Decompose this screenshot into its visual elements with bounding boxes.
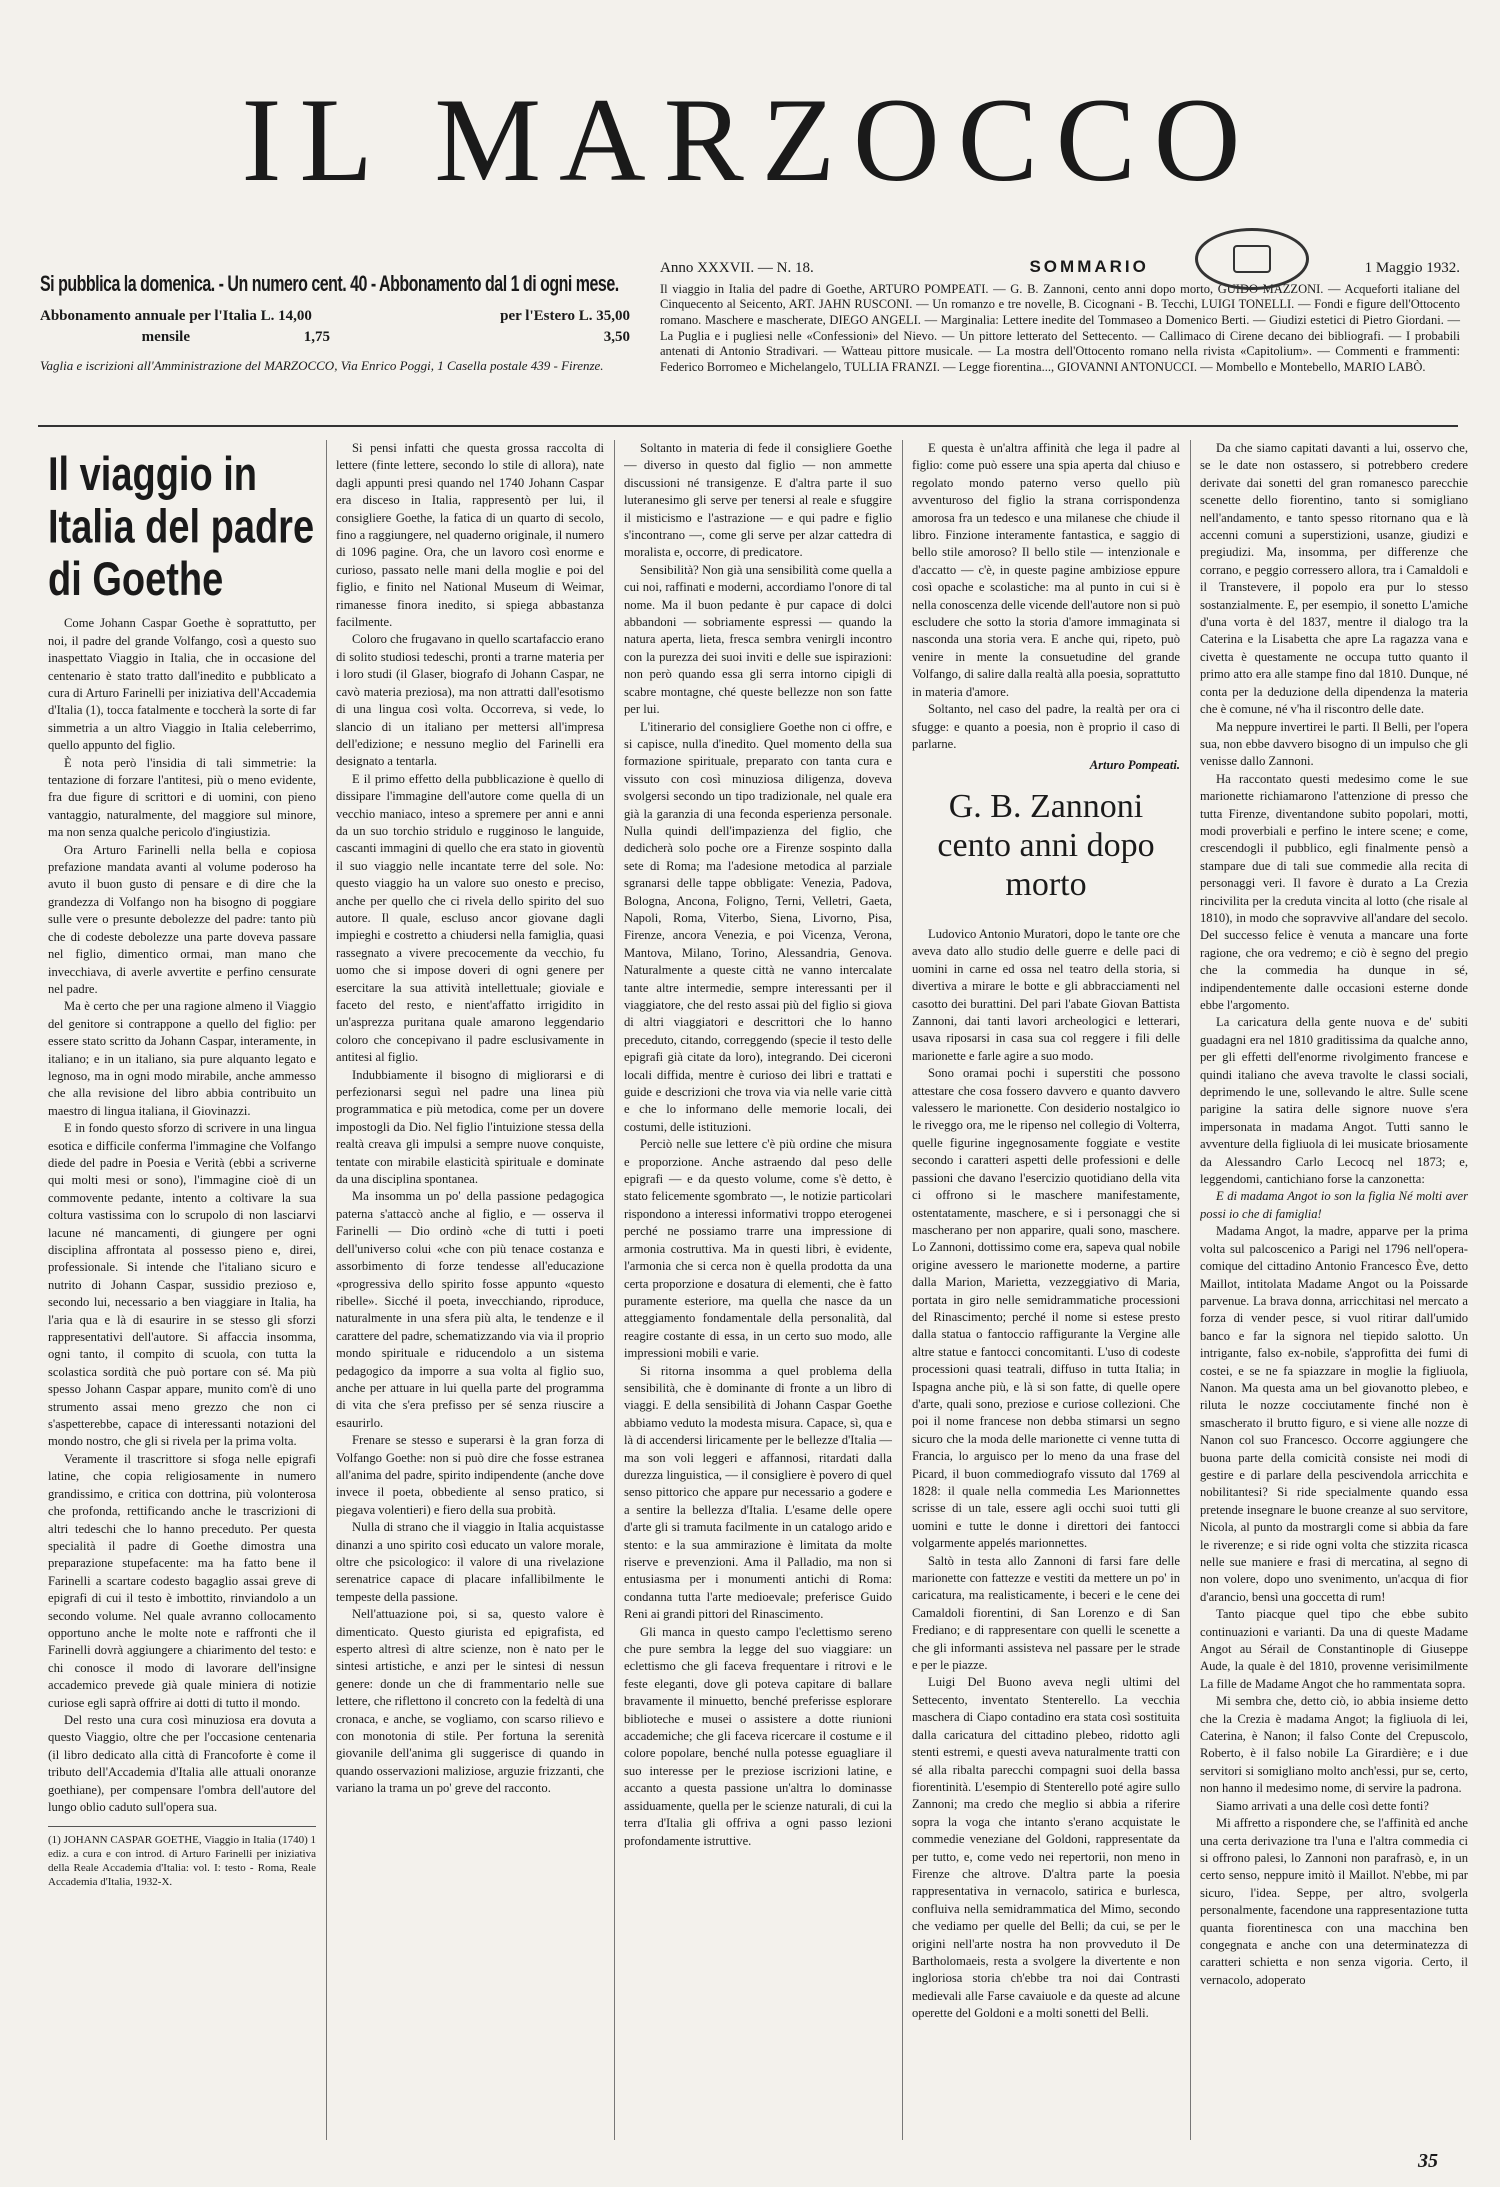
paragraph: Frenare se stesso e superarsi è la gran forza di Volfango Goethe: non si può dire che fosse estranea all'anima del padre, spirito indipendente (anche dove invece il poeta, obbediente al senso pratico, si piegava volentieri) e fiero della sua probità. [336, 1433, 604, 1517]
annual-label: Abbonamento annuale per l'Italia L. 14,00 [40, 308, 312, 325]
publication-notice: Si pubblica la domenica. - Un numero cent. 40 - Abbonamento dal 1 di ogni mese. [40, 272, 619, 297]
paragraph: La caricatura della gente nuova e de' subiti guadagni era nel 1810 graditissima da qualche anno, per gli effetti dell'enorme rivolgimento francese e quindi italiano che aveva travolte le classi sociali, deprimendo le une, sollevando le altre. Sulle scene parigine la satira delle signore nuove s'era impersonata in madama Angot. Tutti sanno le avventure della figliuola di lei musicate briosamente da Alessandro Carlo Lecocq nel 1873; e, leggendomi, cantichiano forse la canzonetta: [1200, 1015, 1468, 1187]
paragraph: Soltanto, nel caso del padre, la realtà per ora ci sfugge: e quanto a poesia, non è proprio il caso di parlarne. [912, 702, 1180, 751]
paragraph: Madama Angot, la madre, apparve per la prima volta sul palcoscenico a Parigi nel 1796 nell'opera-comique del cittadino Antonio Francesco Ève, detto Maillot, intitolata Madame Angot ou la Poissarde parvenue. La brava donna, arricchitasi nel mercato a forza di vender pesce, si vuol ritirar dall'umido banco e far la signora nel tiepido salotto. Un intrigante, falso ex-nobile, s'approfitta dei fumi di costei, e se ne fa spiazzare in moglie la figliuola, Nanon. Ma questa ama un bel giovanotto plebeo, e riluta le nozze cocciutamente finché non è smascherato il brutto figuro, e si viene alle nozze di Nanon col suo Francesco. Occorre aggiungere che buona parte della comicità consiste nei modi di gestire e di parlare della pescivendola arricchita e nobilitantesi? Si ride specialmente quando essa pretende insegnare le buone creanze al suo servitore, Nicola, al punto da mostrargli come si abbia da fare le riverenze; e si ride ogni volta che stizzita ricasca nelle sue maniere e frasi di mercatina, al segno di non volere, dopo uno svenimento, un'acqua di fior d'arancio, bensì una goccetta di rum! [1200, 1224, 1468, 1604]
column-separator [614, 440, 615, 2140]
paragraph: Saltò in testa allo Zannoni di farsi fare delle marionette con fattezze e vestiti da mettere un po' in caricatura, ma realisticamente, i beceri e le cene dei Camaldoli fiorentini, di San Lorenzo e di San Frediano; e di rappresentare con quelli le scenette a che gli informanti assisteva nel passare per le strade e per le piazze. [912, 1553, 1180, 1673]
stamp-emblem [1233, 245, 1271, 273]
paragraph: Nell'attuazione poi, si sa, questo valore è dimenticato. Questo giurista ed epigrafista, ed esperto altresì di altre scienze, non è nato per le sintesi artistiche, e anzi per le sintesi di nessun genere: donde un che di frammentario nelle sue lettere, che riflettono il concreto con la fedeltà di una cronaca, e anche, se vogliamo, con scarso rilievo e con monotonia di stile. Per fortuna la serenità giovanile dell'anima gli suggerisce di quando in quando osservazioni maliziose, arguzie frizzanti, che variano la trama un po' greve del racconto. [336, 1607, 604, 1796]
paragraph: Come Johann Caspar Goethe è soprattutto, per noi, il padre del grande Volfango, così a questo suo inaspettato Viaggio in Italia, che in occasione del centenario è stato tratto dall'inedito e pubblicato a cura di Arturo Farinelli per iniziativa dell'Accademia d'Italia (1), tocca fatalmente e toccherà la sorte di far simmetria a un altro Viaggio in Italia celeberrimo, quello appunto del figlio. [48, 616, 316, 753]
column-separator [902, 440, 903, 2140]
paragraph: Mi affretto a rispondere che, se l'affinità ed anche una certa derivazione tra l'una e l'altra commedia ci si offrono palesi, lo Zannoni non parafrasò, e, in un certo senso, neppure imitò il Maillot. N'ebbe, mi par sicuro, l'idea. Seppe, per altro, svolgerla personalmente, facendone una rappresentazione tutta quanta fiorentinesca con una macchina ben congegnata e anche con una determinatezza di caratteri schietta e non senza vigoria. Certo, il vernacolo, adoperato [1200, 1816, 1468, 1987]
monthly-foreign: 3,50 [603, 329, 630, 346]
masthead-title: IL MARZOCCO [241, 73, 1259, 206]
paragraph: Ora Arturo Farinelli nella bella e copiosa prefazione mandata avanti al volume poderoso ha avuto il buon gusto di pensare e di dire che la grandezza di Volfango non ha bisogno di poggiare sulle vere o presunte debolezze del padre: tanto più che di codeste debolezze una parte doveva passare nel figlio, dimentico ormai, man mano che invecchiava, di averle avvertite e perfino censurate nel padre. [48, 842, 316, 996]
paragraph: E questa è un'altra affinità che lega il padre al figlio: come può essere una spia aperta dal chiuso e regolato mondo paterno verso quello più avventuroso del figlio la strana corrispondenza amorosa fra un tedesco e una milanese che chiude il libro. Finzione interamente fantastica, e saggio di bello stile amoroso? Il bello stile — intenzionale e d'accatto — c'è, in queste pagine ambiziose eppure così opache e scolastiche: ma al punto in cui si è nella conoscenza delle vicende dell'autore non si può escludere che sotto la storia d'amore immaginata si nasconda una storia vera. E anche qui, ripeto, può venire in mente la consuetudine del grande Volfango, di salire dalla realtà alla poesia, soprattutto in materia d'amore. [912, 441, 1180, 699]
column-3 [624, 440, 892, 2140]
library-stamp [1195, 228, 1309, 290]
paragraph: Ma insomma un po' della passione pedagogica paterna s'attaccò anche al figlio, e — osserva il Farinelli — Dio ordinò «che di tutti i poeti dell'universo colui «che con più tenace costanza e assorbimento di forze tendesse all'educazione «progressiva dello spirito fosse appunto «questo ribelle». Sicché il poeta, invecchiando, riproduce, naturalmente in una sfera più alta, le tendenze e il carattere del padre, schematizzando via via il proprio mondo spirituale e riducendolo a un sistema pedagogico da imporre a sua volta al figlio suo, anche per attuare in lui quella parte del programma di vita che s'era prefisso per sé senza riuscire a esaurirlo. [336, 1189, 604, 1430]
paragraph: È nota però l'insidia di tali simmetrie: la tentazione di forzare l'antitesi, più o meno evidente, fra due figure di scrittori e di uomini, con pieno vantaggio, naturalmente, del maggiore sul minore, ma non senza qualche pericolo d'ingiustizia. [48, 755, 316, 840]
paragraph: Soltanto in materia di fede il consigliere Goethe — diverso in questo dal figlio — non ammette discussioni né transigenze. E d'altra parte il suo luteranesimo gli serve per tenersi al reale e sfuggire il misticismo e l'astrazione — e qui padre e figlio s'incontrano —, come gli serve per alzar cattedra di moralista e, occorre, di predicatore. [624, 441, 892, 560]
paragraph: Veramente il trascrittore si sfoga nelle epigrafi latine, che copia religiosamente in numero grandissimo, e critica con dottrina, più volonterosa che profonda, rettificando anche le trascrizioni di altri tedeschi che lo hanno preceduto. Per questa specialità il padre di Goethe dimostra una preparazione stupefacente: ma ha fatto bene il Farinelli a scartare codesto bagaglio assai greve di epigrafi di cui il testo è imbottito, rinviandolo a un secondo volume. Nel quale avranno collocamento opportuno anche le molte note e raffronti che il Farinelli dovrà aggiungere a chiarimento del testo: e chi conosce il modo di lavorare dell'insigne accademico prevede già quale miniera di notizie curiose egli saprà offrire ai dotti di tutto il mondo. [48, 1451, 316, 1710]
paragraph: Sensibilità? Non già una sensibilità come quella a cui noi, raffinati e moderni, accordiamo l'onore di tal nome. Ma il buon pedante è pur capace di dolci abbandoni — sobriamente espressi — quando la natura aperta, lieta, fresca sembra venirgli incontro con la purezza dei suoi inviti e delle sue ispirazioni: non però quando essa gli serra intorno cipigli di scabre montagne, ché queste bellezze non son fatte per lui. [624, 562, 892, 717]
annual-subscription [40, 306, 630, 327]
issue-info [660, 256, 1460, 376]
paragraph: L'itinerario del consigliere Goethe non ci offre, e si capisce, nulla d'inedito. Quel momento della sua formazione spirituale, preparato con tanta cura e vissuto con così minuziosa diligenza, dovevа svolgersi secondo un tipo tradizionale, nel quale era già la garanzia di una feconda esperienza personale. Nulla quindi dell'impazienza del figlio, che dedicherà solo poche ore a Firenze sospinto dalla sete di Roma; ma l'adesione metodica al parziale sgranarsi delle tappe obbligate: Venezia, Padova, Bologna, Ancona, Foligno, Terni, Velletri, Gaeta, Napoli, Roma, Viterbo, Siena, Livorno, Pisa, Firenze, ancora Venezia, e poi Vicenza, Verona, Mantova, Milano, Torino, Alessandria, Genova. Naturalmente a queste città ne vanno intercalate tante altre intermedie, sempre interessanti per il viaggiatore, che del resto assai più del figlio si giova di altri viaggiatori e descrittori che lo hanno preceduto, citando, correggendo (specie il testo delle epigrafi già citate da loro), integrando. Dei ciceroni locali diffida, mentre è curioso dei libri e trattati e guide e descrizioni che trova via via nelle varie città e che lo informano delle memorie locali, dei costumi, delle istituzioni. [624, 719, 892, 1134]
paragraph: Indubbiamente il bisogno di migliorarsi e di perfezionarsi seguì nel padre una linea più programmatica e più metodica, come per un dovere impostogli da Dio. Nel figlio l'intuizione stessa della realtà creava gli impulsi a sempre nuove conquiste, tentate con mirabile elasticità spirituale e dominate da una disciplina spontanea. [336, 1067, 604, 1187]
article1-title: Il viaggio in Italia del padre di Goethe [48, 448, 315, 606]
paragraph: Ma è certo che per una ragione almeno il Viaggio del genitore si contrappone a quello del figlio: per essere stato scritto da Johann Caspar, interamente, in italiano; e in un italiano, sia pure alquanto legato e legnoso, ma in ogni modo mirabile, anche ammesso che alla revisione del libro abbia contribuito un maestro di lingua italiana, il Giovinazzi. [48, 999, 316, 1118]
paragraph: Nulla di strano che il viaggio in Italia acquistasse dinanzi a uno spirito così educato un valore morale, oltre che psicologico: il valore di una rivelazione serenatrice capace di placare infallibilmente le tempeste della passione. [336, 1520, 604, 1604]
paragraph: E il primo effetto della pubblicazione è quello di dissipare l'immagine dell'autore come quella di un vecchio maniaco, inteso a spremere per anni e anni da un suo torchio stridulo e rugginoso le languide, cascanti immagini di quello che era stato in gioventù il suo viaggio nelle incantate terre del sole. No: questo viaggio ha un valore suo onesto e preciso, anche per quello che ci rivela dello spirito del suo autore. Il quale, escluso ancor giovane dagli impieghi e costretto a chiudersi nella famiglia, quasi rassegnato a vivere precocemente da vecchio, fu uomo che si impose doveri di ogni genere per esercitare la sua attività intellettuale; gioviale e faceto del resto, e nient'affatto irrigidito in un'asprezza puritana quale amarono leggendario coloro che concepivano il padre esclusivamente in antitesi al figlio. [336, 771, 604, 1065]
subscription-info [40, 270, 630, 376]
paragraph: Perciò nelle sue lettere c'è più ordine che misura e proporzione. Anche astraendo dal peso delle epigrafi — e da questo volume, come s'è detto, è stato felicemente sgombrato —, le notizie particolari rispondono a interessi informativi troppo eterogenei perché ne possiamo trarre una impressione di armonia costruttiva. Ma in questi libri, è evidente, l'armonia che si cerca non è quella prodotta da una certa proporzione e dosatura di elementi, che è fatto puramente esteriore, ma quella che nasce da un atteggiamento fondamentale della personalità, dal reagire costante di essa, in un certo suo modo, alle impressioni mobili e varie. [624, 1137, 892, 1361]
paragraph: Da che siamo capitati davanti a lui, osservo che, se le date non ostassero, si potrebbero credere derivate dai sonetti del gran romanesco parecchie scenette dello fiorentino, tanto si somigliano nell'andamento, e tanto spesso ritornano qua e là accenni comuni a superstizioni, usanze, giudizi e pregiudizi. Ma, insomma, per differenze che corrano, e peggio corressero allora, tra i Camaldoli e il Transtevere, il popolo era pur lo stesso sostanzialmente. E, per esempio, il sonetto L'amiche d'una vorta è del 1837, mentre il dialogo tra la Caterina e la Lisabetta che apre La ragazza vana e civetta è questamente ne occupa tutto quanto il primo atto era alle stampe fino dal 1810. Dunque, né conta per la deduzione della dipendenza la materia che è comune, né v'ha il riscontro delle date. [1200, 441, 1468, 717]
monthly-label: mensile [141, 329, 190, 346]
paragraph: Si ritorna insomma a quel problema della sensibilità, che è dominante di fronte a un libro di viaggi. E della sensibilità di Johann Caspar Goethe abbiamo veduto la modesta misura. Capace, sì, qua e là di accendersi liricamente per le bellezze d'Italia — ma son voli leggeri e affannosi, ritardati dalla durezza linguistica, — il consigliere è povero di quel senso pittorico che appare pur necessario a godere e a sentire la bellezza d'Italia. L'esame delle opere d'arte gli si tramuta facilmente in un catalogo arido e stento: e la sua ammirazione è limitata da molte riserve e prevenzioni. Ama il Palladio, ma non si entusiasma per i monumenti antichi di Roma: condanna tutta l'arte medioevale; preferisce Guido Reni ai grandi pittori del Rinascimento. [624, 1363, 892, 1622]
paragraph: Sono oramai pochi i superstiti che possono attestare che cosa fossero davvero e quanto davvero valessero le marionette. Con desiderio nostalgico io le riveggo ora, me le ripenso nel collegio di Volterra, quelle figurine ingegnosamente foggiate e vestite secondo i caratteri aspetti delle professioni e delle passioni che davano l'esercizio quotidiano della vita ci offrono si le maschere manifestamente, ostentatamente, maschere, e si i personaggi che si mascherano per non apparire, quali sono, maschere. Lo Zannoni, dottissimo come era, sapeva qual nobile origine avessero le marionette moderne, a partire dalla Marion, Marietta, vezzeggiativo di Maria, portata in giro nelle semidrammatiche processioni del Rinascimento; perché il nome si estese presto dalla statua o fantoccio raffigurante la Vergine alle altre statue e fantocci concomitanti. L'uso di codeste processioni quasi teatrali, diffuso in tutta Italia; in Ispagna anche più, e là si son fatte, di quelle opere d'arte, quali sono, preziose e curiose collezioni. Che poi il nome francese non debba stimarsi un segno sicuro che la moda delle marionette ci venne tutta di Francia, lo arguisco per lo meno da una frase del Picard, il buon commediografo vissuto dal 1769 al 1828: il quale nella commedia Les Marionnettes scrisse di un tale, essere agli occhi suoi tutti gli uomini e tutte le donne i direttori dei fantocci volgarmente appelés marionnettes. [912, 1066, 1180, 1551]
paragraph: Siamo arrivati a una delle così dette fonti? [1216, 1798, 1429, 1813]
column-2 [336, 440, 604, 2140]
sommario-heading: SOMMARIO [1029, 257, 1149, 276]
paragraph: Ha raccontato questi medesimo come le sue marionette richiamarono l'attenzione di presso che tutta Firenze, diventandone subito popolari, motti, modi proverbiali e perfino le intere scene; e come, crescendogli il pubblico, egli finalmente pensò a stampare due di tali sue commedie alla recita di personaggi veri. Il favore è durato a La Crezia rincivilita per la creduta vincita al lotto (che risale al 1810), in modo che sopravvive all'andare del secolo. Del successo felice è venuta a mancare una forte ragione, che ora vedremo; e ciò è segno del pregio che la commedia ha dunque in sé, indipendentemente dalle occasioni esterne donde ebbe l'argomento. [1200, 771, 1468, 1012]
column-separator [1190, 440, 1191, 2140]
header-rule [38, 425, 1458, 427]
column-4 [912, 440, 1180, 2140]
column-5 [1200, 440, 1468, 2140]
page-number: 35 [1418, 2150, 1438, 2172]
article2-title: G. B. Zannoni cento anni dopo morto [937, 787, 1155, 903]
issue-date: 1 Maggio 1932. [1364, 260, 1460, 276]
footnote: (1) JOHANN CASPAR GOETHE, Viaggio in Italia (1740) 1 ediz. a cura e con introd. di Arturo Farinelli per iniziativa della Reale Accademia d'Italia: vol. I: testo - Roma, Reale Accademia d'Italia, 1932-X. [48, 1826, 316, 1889]
column-1 [48, 440, 316, 2140]
paragraph: Si pensi infatti che questa grossa raccolta di lettere (finte lettere, secondo lo stile di allora), nate dagli appunti presi quando nel 1740 Johann Caspar era disceso in Italia, rappresentò per lui, il consigliere Goethe, la fatica di un quarto di secolo, fino a raggiungere, nel quaderno originale, il numero di 1096 pagine. Ora, che un lavoro così enorme e curioso, passato nelle mani della moglie e poi del figlio, e finito nel National Museum di Weimar, rimanesse finora inedito, si spiega abbastanza facilmente. [336, 441, 604, 630]
paragraph: Ludovico Antonio Muratori, dopo le tante ore che aveva dato allo studio delle guerre e delle paci di uomini in carne ed ossa nel teatro della storia, si divertiva a mirare le botte e gli abbracciamenti nel casotto dei burattini. Del pari l'abate Giovan Battista Zannoni, dai tanti lavori archeologici e letterari, usava riposarsi in casa sua col reggere i fili delle marionette e farle agire a suo modo. [912, 927, 1180, 1063]
monthly-subscription [40, 327, 630, 348]
postal-address: Vaglia e iscrizioni all'Amministrazione del MARZOCCO, Via Enrico Poggi, 1 Casella postale 439 - Firenze. [40, 358, 604, 374]
song-verse: E di madama Angot io son la figlia Né molti aver possi io che di famiglia! [1200, 1189, 1468, 1221]
paragraph: Coloro che frugavano in quello scartafaccio erano di solito studiosi tedeschi, pronti a trarne materia per i loro studi (il Glaser, biografo di Johann Caspar, ne cavò materia preziosa), ma non attratti dall'esotismo di una lingua così volta. Occorreva, si vede, lo slancio di un italiano per mettersi all'impresa dell'edizione; e nessuno meglio del Farinelli era designato a tentarla. [336, 632, 604, 769]
article1-author: Arturo Pompeati. [1089, 758, 1180, 773]
paragraph: Luigi Del Buono aveva negli ultimi del Settecento, inventato Stenterello. La vecchia maschera di Ciapo contadino era stata così sostituita dalla caricatura del cittadino plebeo, ridotto agli stenti estremi, e questi aveva naturalmente tratti con sé alla ribalta parecchi compagni suoi della bassa fiorentinità. L'esempio di Stenterello poté agire sullo Zannoni; ma credo che meglio si abbia a riferire sopra la voga che intanto s'erano acquistate le commedie veneziane del Goldoni, rappresentate da per tutto, e, come vedo nei repertorii, non meno in Firenze che altrove. D'altra parte la poesia rappresentativa in vernacolo, satirica e burlesca, confluiva nella semidrammatica del Mimo, secondo che vediamo per quelle del Belli; da cui, se per le origini nell'arte nostra ha non provveduto il De Bartholomaeis, resta a svolgere la divertente e non ingloriosa storia ch'ebbe tra noi dai Contrasti medievali alle Farse cavaiuole e da queste ad alcune operette del Goldoni e a molti sonetti del Belli. [912, 1675, 1180, 2021]
monthly-italy: 1,75 [303, 329, 330, 346]
paragraph: Gli manca in questo campo l'eclettismo sereno che pure sembra la legge del suo viaggiare: un eclettismo che gli faceva frequentare i ritrovi e le feste eleganti, dove gli poteva capitare di ballare bravamente il minuetto, benché preferisse esplorare biblioteche e musei o assistere a dotte riunioni accademiche; che gli faceva ricercare il costume e il colore popolare, benché nulla potesse eguagliare il suo interesse per le preziose iscrizioni latine, e accanto a questa passione un'altra lo dominasse assiduamente, quella per le scienze naturali, di cui la terra d'Italia gli offriva a ogni passo lezioni profondamente istruttive. [624, 1624, 892, 1848]
paragraph: Tanto piacque quel tipo che ebbe subito continuazioni e varianti. Da una di queste Madame Angot au Sérail de Constantinople di Giuseppe Aude, la quale è del 1810, provenne verisimilmente La fille de Madame Angot che ho rammentata sopra. [1200, 1607, 1468, 1691]
paragraph: Mi sembra che, detto ciò, io abbia insieme detto che la Crezia è madama Angot; la figliuola di lei, Caterina, è Nanon; il falso Conte del Crepuscolo, Roberto, è il falso nobile La Girardière; e i due servitori si somigliano molto anch'essi, pur se, certo, non hanno il medesimo nome, di servire la padrona. [1200, 1694, 1468, 1796]
paragraph: Del resto una cura così minuziosa era dovuta a questo Viaggio, oltre che per l'occasione centenaria (il libro dedicato alla città di Francoforte è come il tributo dell'Accademia d'Italia alle attuali onoranze goethiane), per compensare l'ombra dell'autore del lungo oblio caduto sull'opera sua. [48, 1712, 316, 1815]
annual-foreign: per l'Estero L. 35,00 [500, 308, 630, 325]
column-separator [326, 440, 327, 2140]
paragraph: Ma neppure invertirei le parti. Il Belli, per l'opera sua, non ebbe davvero bisogno di un impulso che gli venisse dallo Zannoni. [1200, 719, 1468, 769]
table-of-contents: Il viaggio in Italia del padre di Goethe, ARTURO POMPEATI. — G. B. Zannoni, cento anni dopo morto, GUIDO MAZZONI. — Acqueforti italiane del Cinquecento al Seicento, ART. JAHN RUSCONI. — Un romanzo e tre novelle, B. Cicognani - B. Tecchi, LUIGI TONELLI. — Fondi e figure dell'Ottocento romano. Maschere e mascherate, DIEGO ANGELI. — Marginalia: Lettere inedite del Tommaseo a Domenico Berti. — Giudizi estetici di Pietro Giordani. — La Puglia e i pugliesi nelle «Confessioni» del Nievo. — Un pittore letterato del Settecento. — Callimaco di Cirene decano dei bibliografi. — I probabili antenati di Antonio Stradivari. — Watteau pittore musicale. — La mostra dell'Ottocento romano nella rivista «Capitolium». — Commenti e frammenti: Federico Borromeo e Michelangelo, TULLIA FRANZI. — Legge fiorentina..., GIOVANNI ANTONUCCI. — Mombello e Montebello, MARIO LABÒ. [660, 281, 1460, 374]
issue-number: Anno XXXVII. — N. 18. [660, 260, 814, 276]
paragraph: E in fondo questo sforzo di scrivere in una lingua esotica e difficile conferma l'immagine che Volfango diede del padre in Poesia e Verità (ebbi a scriverne qui molti mesi or sono), l'immagine cioè di un commovente pedante, intento a coltivare la sua coltura vastissima con lo scrupolo di non lasciarvi lacune né mancamenti, di giungere per ogni disciplina affrontata al possesso pieno e, direi, professionale. Si intende che l'italiano sicuro e nutrito di Johann Caspar, sussidio prezioso e, secondo lui, necessario a ben viaggiare in Italia, ha l'aria qua e là di esaurire in se stesso gli sforzi rappresentativi dell'autore. Si affaccia insomma, ogni tanto, il compito di scuola, con tutta la scolastica sordità che può portare con sé. Ma più spesso Johann Caspar appare, munito com'è di uno strumento assai meno grezzo che non ci s'aspetterebbe, capace di interessanti notazioni del mondo nostro, che gli si rivela per la prima volta. [48, 1121, 316, 1449]
